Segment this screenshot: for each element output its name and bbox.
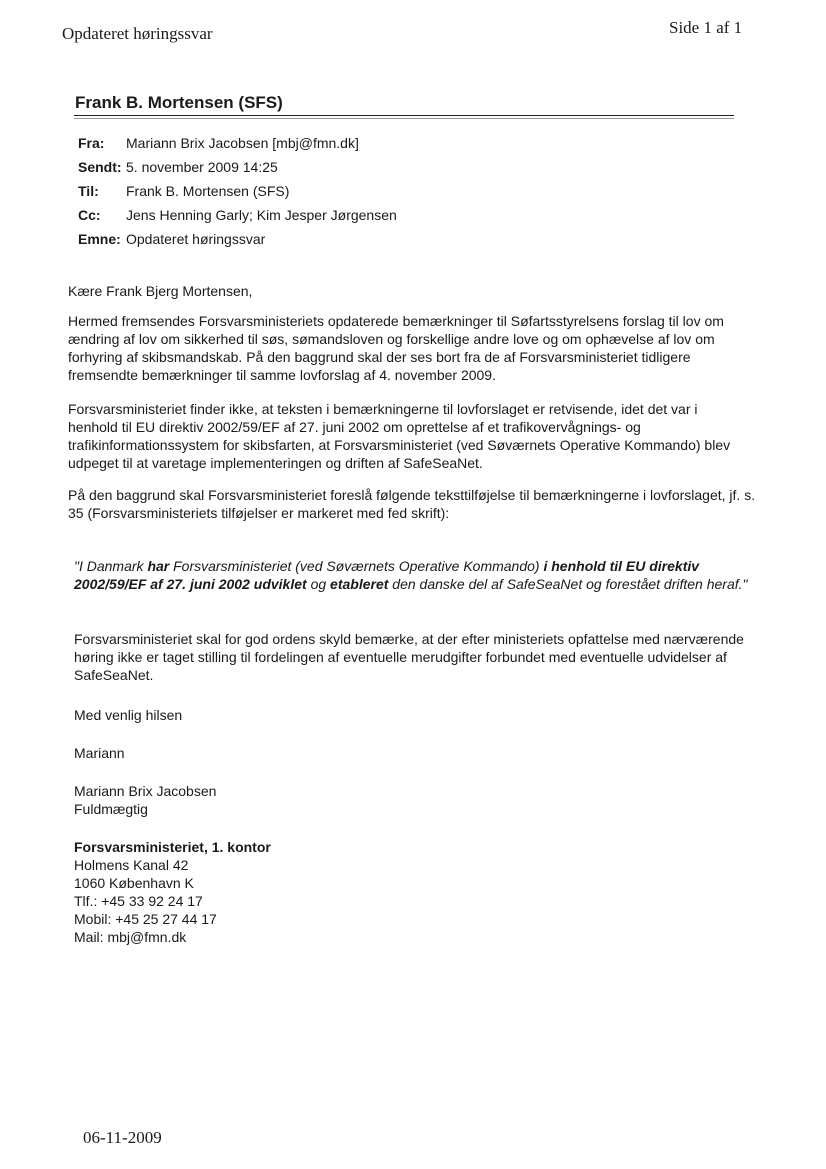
quote-part-4: den danske del af SafeSeaNet og forestået driften heraf." [388,576,748,592]
meta-row-subject [78,227,397,251]
meta-row-cc [78,203,397,227]
organization-mail: Mail: mbj@fmn.dk [74,929,187,945]
meta-label-to: Til: [78,183,99,199]
signature-title: Fuldmægtig [74,801,148,817]
greeting: Kære Frank Bjerg Mortensen, [68,283,253,299]
email-meta [78,131,397,251]
organization-name: Forsvarsministeriet, 1. kontor [74,839,271,855]
header-divider [74,115,734,116]
quote-bold-1: har [147,558,170,574]
sender-name-heading: Frank B. Mortensen (SFS) [75,93,283,112]
meta-value-to: Frank B. Mortensen (SFS) [126,183,290,199]
meta-row-sent [78,155,397,179]
meta-value-cc: Jens Henning Garly; Kim Jesper Jørgensen [126,207,397,223]
meta-value-subject: Opdateret høringssvar [126,231,266,247]
body-paragraph-1: Hermed fremsendes Forsvarsministeriets opdaterede bemærkninger til Søfartsstyrelsens forslag til lov om ændring af lov om sikkerhed til søs, sømandsloven og forskellige andre love og om ophævelse af lov om forhyring af skibsmandskab. På den baggrund skal der ses bort fra de af Forsvarsministeriet tidligere fremsendte bemærkninger til samme lovforslag af 4. november 2009. [68,313,724,383]
meta-label-cc: Cc: [78,207,101,223]
body-paragraph-2: Forsvarsministeriet finder ikke, at teksten i bemærkningerne til lovforslaget er retvisende, idet det var i henhold til EU direktiv 2002/59/EF af 27. juni 2002 om oprettelse af et trafikovervågnings- og trafikinformationssystem for skibsfarten, at Forsvarsministeriet (ved Søværnets Operative Kommando) blev udpeget til at varetage implementeringen og driften af SafeSeaNet. [68,401,731,471]
quote-part-2: Forsvarsministeriet (ved Søværnets Operative Kommando) [169,558,544,574]
quote-bold-3: etableret [330,576,389,592]
quote-bold-2: i henhold til EU direktiv 2002/59/EF af 27. juni 2002 udviklet [74,558,700,592]
quote-part-3: og [306,576,331,592]
organization-city: 1060 København K [74,875,194,891]
signature [74,782,216,818]
page-number: Side 1 af 1 [669,18,743,37]
footer-date: 06-11-2009 [83,1128,162,1147]
signoff-first-name: Mariann [74,745,125,761]
body-paragraph-3: På den baggrund skal Forsvarsministeriet foreslå følgende teksttilføjelse til bemærkningerne i lovforslaget, jf. s. 35 (Forsvarsministeriets tilføjelser er markeret med fed skrift): [68,487,756,521]
meta-value-from: Mariann Brix Jacobsen [mbj@fmn.dk] [126,135,359,151]
document-header-title: Opdateret høringssvar [62,24,213,43]
meta-label-from: Fra: [78,135,105,151]
organization-mobile: Mobil: +45 25 27 44 17 [74,911,217,927]
meta-label-subject: Emne: [78,231,121,247]
meta-label-sent: Sendt: [78,159,122,175]
meta-row-from [78,131,397,155]
organization-street: Holmens Kanal 42 [74,857,189,873]
closing: Med venlig hilsen [74,707,183,723]
meta-value-sent: 5. november 2009 14:25 [126,159,278,175]
organization-phone: Tlf.: +45 33 92 24 17 [74,893,203,909]
header-divider-secondary [74,118,734,119]
quote-part-1: "I Danmark [74,558,148,574]
body-paragraph-4: Forsvarsministeriet skal for god ordens skyld bemærke, at der efter ministeriets opfattelse med nærværende høring ikke er taget stilling til fordelingen af eventuelle merudgifter forbundet med eventuelle udvidelser af SafeSeaNet. [74,631,744,683]
meta-row-to [78,179,397,203]
organization-block [74,838,271,946]
signature-name: Mariann Brix Jacobsen [74,783,217,799]
proposed-text-quote [74,557,754,593]
